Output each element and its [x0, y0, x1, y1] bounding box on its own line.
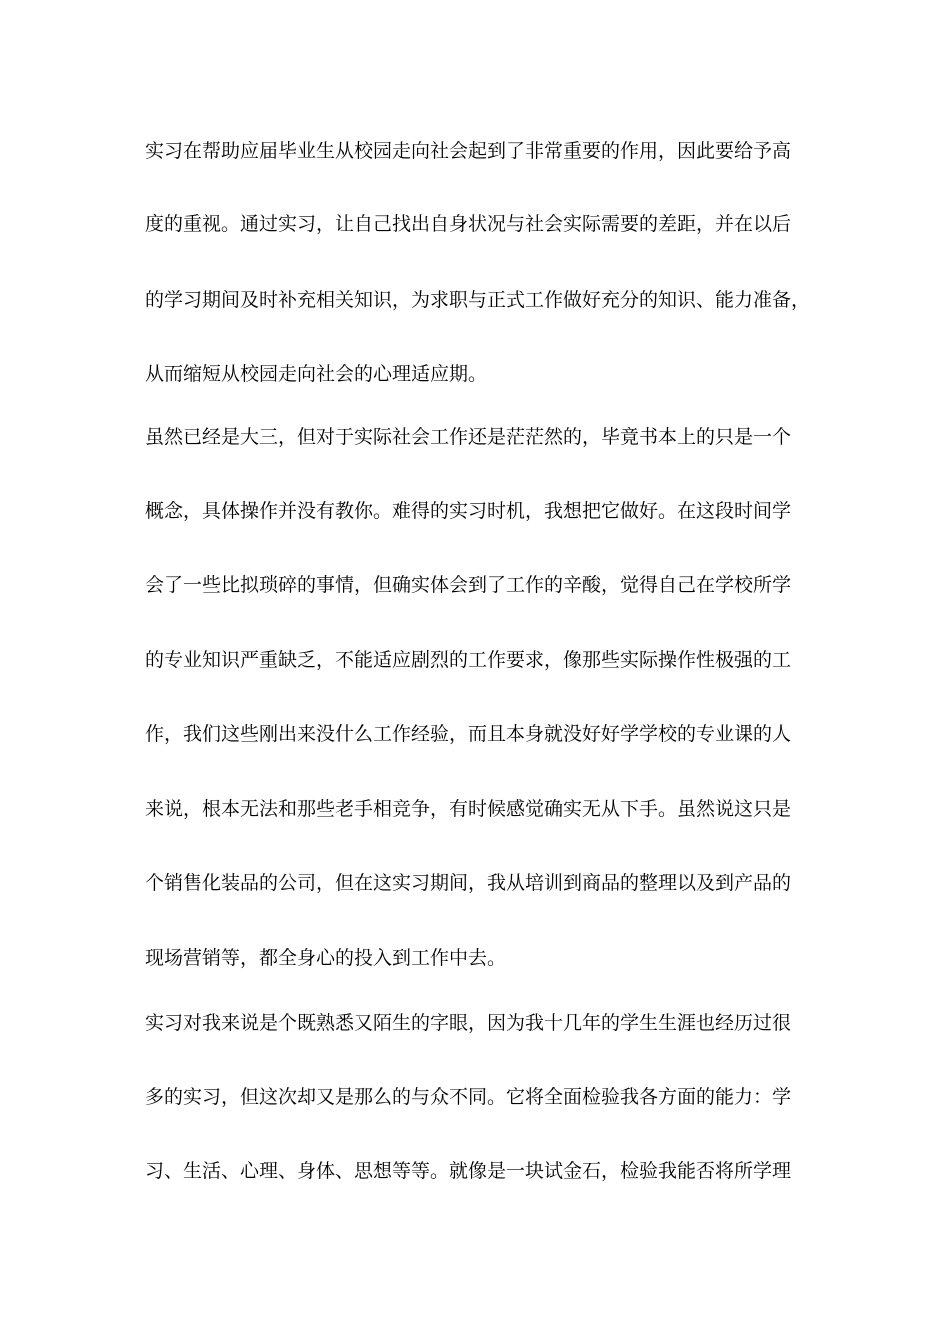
- paragraph-3-line-1: 实习对我来说是个既熟悉又陌生的字眼，因为我十几年的学生生涯也经历过很: [145, 1012, 792, 1034]
- paragraph-2-line-1: 虽然已经是大三，但对于实际社会工作还是茫茫然的，毕竟书本上的只是一个: [145, 426, 792, 448]
- paragraph-2-line-8: 现场营销等，都全身心的投入到工作中去。: [145, 947, 507, 969]
- paragraph-2-line-4: 的专业知识严重缺乏，不能适应剧烈的工作要求，像那些实际操作性极强的工: [145, 649, 792, 671]
- paragraph-2-line-7: 个销售化装品的公司，但在这实习期间，我从培训到商品的整理以及到产品的: [145, 872, 792, 894]
- paragraph-3-line-3: 习、生活、心理、身体、思想等等。就像是一块试金石，检验我能否将所学理: [145, 1160, 792, 1182]
- paragraph-2-line-3: 会了一些比拟琐碎的事情，但确实体会到了工作的辛酸，觉得自己在学校所学: [145, 574, 792, 596]
- paragraph-1-line-2: 度的重视。通过实习，让自己找出自身状况与社会实际需要的差距，并在以后: [145, 213, 792, 235]
- paragraph-2-line-5: 作，我们这些刚出来没什么工作经验，而且本身就没好好学学校的专业课的人: [145, 723, 792, 745]
- paragraph-1-line-3: 的学习期间及时补充相关知识，为求职与正式工作做好充分的知识、能力准备，: [145, 289, 811, 311]
- paragraph-1-line-4: 从而缩短从校园走向社会的心理适应期。: [145, 363, 488, 385]
- paragraph-2-line-6: 来说，根本无法和那些老手相竞争，有时候感觉确实无从下手。虽然说这只是: [145, 798, 792, 820]
- paragraph-2-line-2: 概念，具体操作并没有教你。难得的实习时机，我想把它做好。在这段时间学: [145, 500, 792, 522]
- paragraph-3-line-2: 多的实习，但这次却又是那么的与众不同。它将全面检验我各方面的能力：学: [145, 1086, 792, 1108]
- paragraph-1-line-1: 实习在帮助应届毕业生从校园走向社会起到了非常重要的作用，因此要给予高: [145, 140, 792, 162]
